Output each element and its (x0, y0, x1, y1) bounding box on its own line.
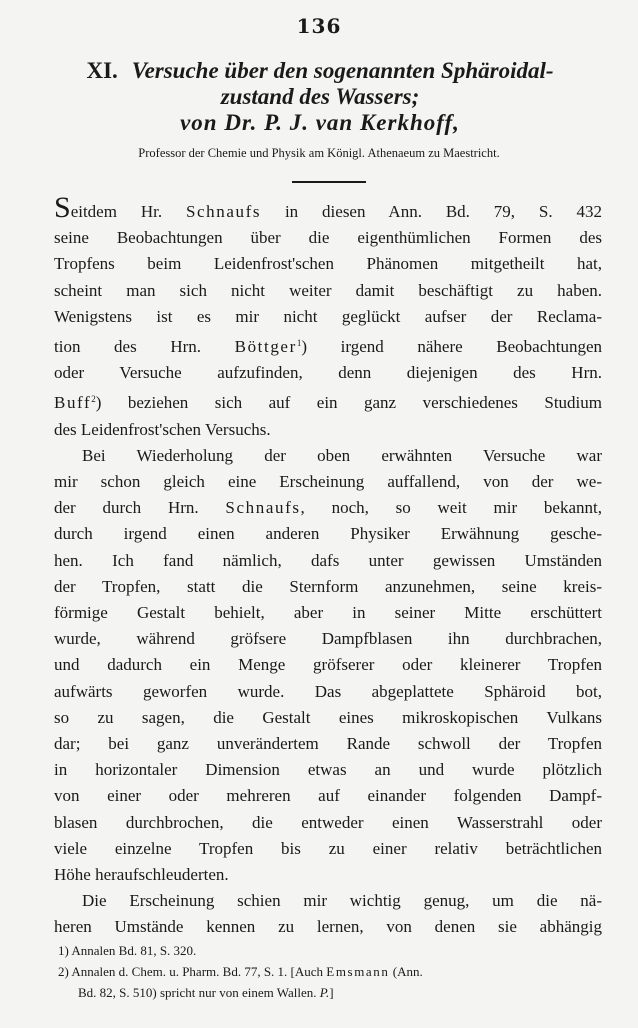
footnote-1: 1) Annalen Bd. 81, S. 320. (58, 943, 197, 958)
person-name: Emsmann (326, 964, 390, 979)
article-body (54, 191, 603, 941)
body-line: scheint man sich nicht weiter damit beschäftigt zu haben. (54, 280, 602, 300)
body-line: viele einzelne Tropfen bis zu einer relativ beträchtlichen (54, 838, 602, 858)
author-line: von Dr. P. J. van Kerkhoff, (180, 110, 460, 135)
person-name: Schnaufs (185, 202, 262, 221)
footnote-ref: 2 (91, 394, 96, 405)
body-line: der Tropfen, statt die Sternform anzunehmen, seine kreis- (54, 576, 602, 596)
body-line (54, 330, 602, 360)
author-affiliation: Professor der Chemie und Physik am Königl. Athenaeum zu Maestricht. (138, 146, 500, 160)
footnotes (58, 940, 604, 1003)
body-line: förmige Gestalt behielt, aber in seiner Mitte erschüttert (54, 603, 602, 623)
person-name: Böttger (234, 337, 297, 357)
body-line: Höhe heraufschleuderten. (54, 865, 229, 885)
section-numeral: XI. (86, 58, 118, 83)
text-run: der durch Hrn. (54, 498, 226, 518)
body-line: oder Versuche aufzufinden, denn diejenigen des Hrn. (54, 363, 602, 383)
footnote-2-continued (58, 982, 604, 1003)
body-line: heren Umstände kennen zu lernen, von denen sie abhängig (54, 917, 602, 937)
title-divider (292, 181, 366, 183)
text-run: in diesen Ann. Bd. 79, S. 432 (261, 202, 602, 221)
body-line (54, 386, 602, 416)
article-title (40, 58, 600, 136)
body-line: durch irgend einen anderen Physiker Erwähnung gesche- (54, 524, 602, 544)
body-line: blasen durchbrochen, die entweder einen Wasserstrahl oder (54, 812, 602, 832)
body-line: Wenigstens ist es mir nicht geglückt aufser der Reclama- (54, 306, 602, 326)
body-line: Die Erscheinung schien mir wichtig genug, um die nä- (82, 891, 602, 911)
body-line: aufwärts geworfen wurde. Das abgeplattete Sphäroid bot, (54, 681, 602, 701)
person-name: Schnaufs (225, 498, 301, 518)
body-line: Bei Wiederholung der oben erwähnten Versuche war (82, 445, 602, 465)
body-line: Tropfens beim Leidenfrost'schen Phänomen mitgetheilt hat, (54, 254, 602, 274)
text-run: 2) Annalen d. Chem. u. Pharm. Bd. 77, S. 1. [Auch (58, 964, 327, 979)
body-line: hen. Ich fand nämlich, dafs unter gewissen Umständen (54, 550, 602, 570)
body-line: des Leidenfrost'schen Versuchs. (54, 419, 271, 439)
body-line: und dadurch ein Menge gröfserer oder kleinerer Tropfen (54, 655, 602, 675)
drop-cap: S (54, 191, 71, 224)
body-line: dar; bei ganz unverändertem Rande schwoll der Tropfen (54, 734, 602, 754)
text-run: , noch, so weit mir bekannt, (300, 498, 602, 518)
body-line (54, 495, 602, 521)
text-run: ] (329, 985, 334, 1000)
body-line: so zu sagen, die Gestalt eines mikroskopischen Vulkans (54, 707, 602, 727)
body-line: wurde, während gröfsere Dampfblasen ihn durchbrachen, (54, 629, 602, 649)
title-line-1 (40, 58, 600, 84)
text-run: ) irgend nähere Beobachtungen (301, 337, 603, 357)
body-line (54, 191, 602, 225)
text-run: Bd. 82, S. 510) spricht nur von einem Wallen. (78, 985, 320, 1000)
text-run: (Ann. (389, 964, 423, 979)
body-line: mir schon gleich eine Erscheinung auffallend, von der we- (54, 472, 602, 492)
title-line-2: zustand des Wassers; (220, 84, 420, 109)
text-run: ) beziehen sich auf ein ganz verschiedenes Studium (95, 393, 602, 413)
footnote-2 (58, 961, 604, 982)
text-run: eitdem Hr. (70, 202, 186, 221)
body-line: in horizontaler Dimension etwas an und wurde plötzlich (54, 760, 602, 780)
editor-signature: P. (319, 985, 330, 1000)
body-line: von einer oder mehreren auf einander folgenden Dampf- (54, 786, 602, 806)
page-number: 136 (296, 14, 342, 38)
body-line: seine Beobachtungen über die eigenthümlichen Formen des (54, 228, 602, 248)
text-run: tion des Hrn. (54, 337, 235, 357)
title-text-1: Versuche über den sogenannten Sphäroidal- (131, 58, 554, 83)
person-name: Buff (54, 393, 92, 413)
footnote-ref: 1 (296, 338, 302, 349)
